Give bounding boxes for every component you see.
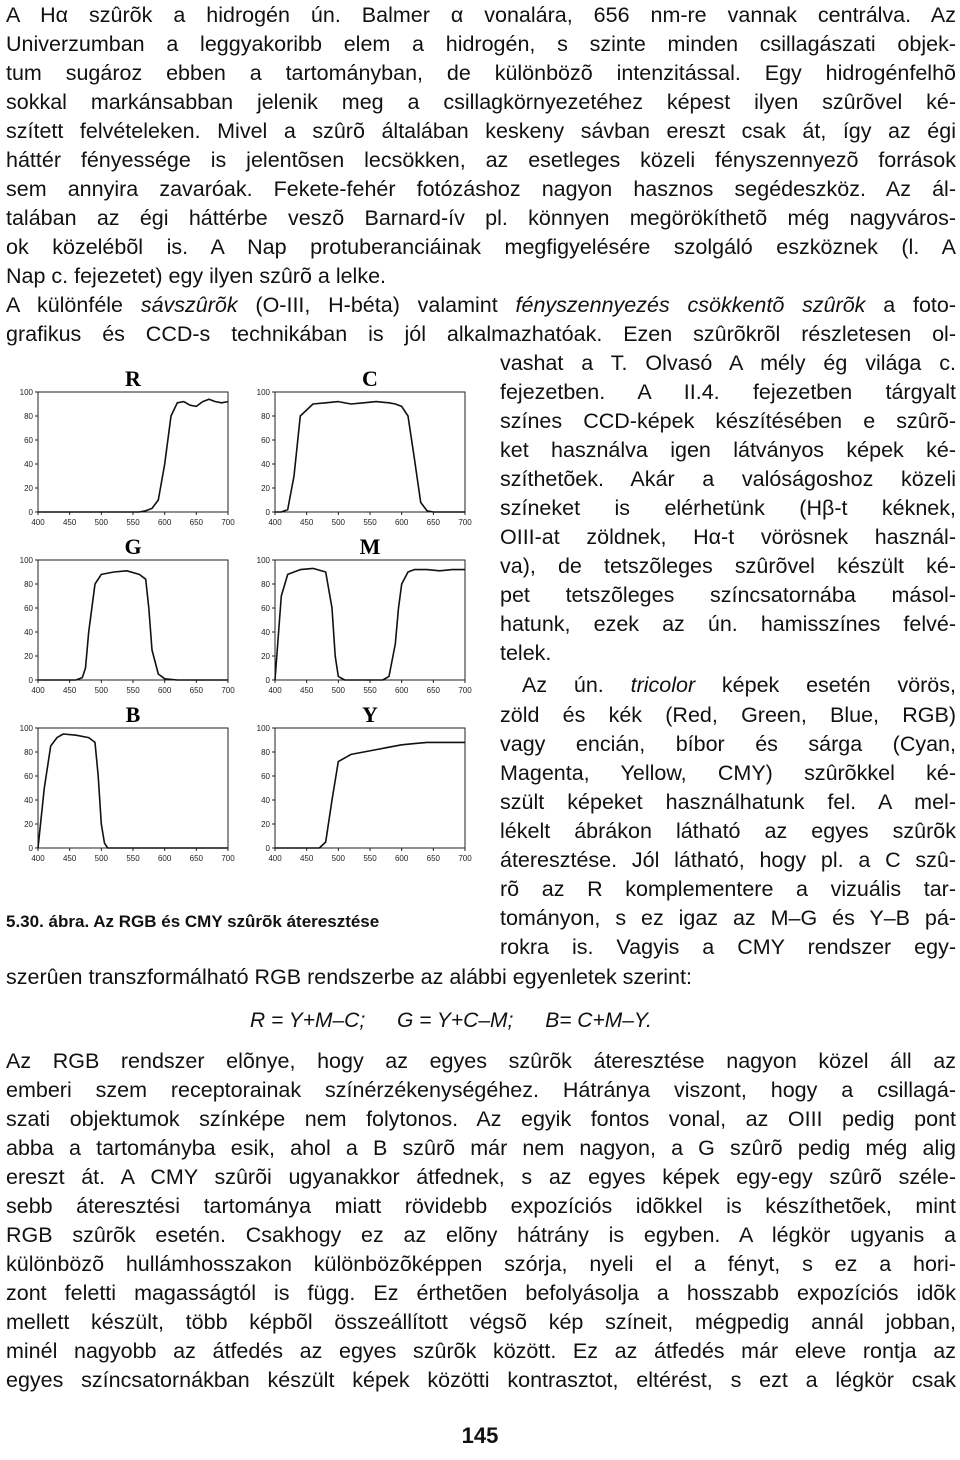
x-tick-label: 500	[331, 854, 346, 863]
transmission-curve-b	[38, 734, 228, 848]
formula-g: G = Y+C–M;	[397, 1009, 514, 1032]
panel-label-c: C	[362, 366, 378, 391]
y-tick-label: 40	[261, 628, 270, 637]
y-tick-label: 40	[261, 460, 270, 469]
text-line: Univerzumban a leggyakoribb elem a hidrogén, s szinte minden csillagászati objek-	[6, 32, 956, 56]
x-tick-label: 400	[268, 518, 282, 527]
text-line: ket használva igen látványos képek ké-	[500, 438, 956, 462]
y-tick-label: 40	[24, 628, 33, 637]
formula-b: B= C+M–Y.	[545, 1009, 652, 1032]
x-tick-label: 550	[363, 854, 377, 863]
chart-panel-y	[245, 702, 475, 883]
x-tick-label: 650	[426, 854, 441, 863]
y-tick-label: 20	[261, 820, 270, 829]
text-line: A Hα szûrõk a hidrogén ún. Balmer α vonalára, 656 nm-re vannak centrálva. Az	[6, 3, 956, 27]
page-number: 145	[461, 1423, 499, 1448]
text-line: vashat a T. Olvasó A mély ég világa c.	[500, 351, 956, 375]
x-tick-label: 600	[157, 518, 172, 527]
y-tick-label: 0	[265, 508, 270, 517]
text-line: különbözõ hullámhosszakon különbözõképpen szórja, nyeli el a fényt, s ez a hori-	[6, 1252, 956, 1276]
emphasis-tricolor: tricolor	[630, 673, 696, 697]
x-tick-label: 400	[268, 686, 282, 695]
y-tick-label: 100	[256, 556, 270, 565]
x-tick-label: 500	[331, 686, 346, 695]
chart-m	[245, 534, 475, 710]
x-tick-label: 400	[268, 854, 282, 863]
chart-panel-b	[8, 702, 238, 883]
y-tick-label: 60	[24, 604, 33, 613]
x-tick-label: 700	[221, 518, 235, 527]
x-tick-label: 550	[363, 686, 377, 695]
x-tick-label: 450	[299, 686, 314, 695]
y-tick-label: 80	[261, 580, 270, 589]
text-line: színes CCD-képek készítésében e szûrõ-	[500, 409, 956, 433]
y-tick-label: 80	[261, 412, 270, 421]
x-tick-label: 400	[31, 686, 45, 695]
text-line: talában az égi háttérbe veszõ Barnard-ív pl. könnyen megörökíthetõ még nagyváros-	[6, 206, 956, 230]
x-tick-label: 450	[62, 686, 77, 695]
transmission-curve-m	[275, 568, 465, 680]
y-tick-label: 0	[265, 844, 270, 853]
x-tick-label: 650	[189, 518, 204, 527]
x-tick-label: 450	[299, 854, 314, 863]
text-line: szült képeket használhatunk fel. A mel-	[500, 790, 956, 814]
text-line: abba a tartományba esik, ahol a B szûrõ már nem nagyon, a G szûrõ pedig még alig	[6, 1136, 956, 1160]
emphasis-sav-szurok: sávszûrõk	[140, 293, 238, 317]
x-tick-label: 450	[62, 854, 77, 863]
x-tick-label: 650	[426, 686, 441, 695]
chart-panel-c	[245, 366, 475, 547]
y-tick-label: 20	[261, 652, 270, 661]
text-line: ereszt át. A CMY szûrõi ugyanakkor átfednek, s az egyes képek egy-egy szûrõ széle-	[6, 1165, 956, 1189]
transmission-curve-y	[275, 742, 465, 848]
x-tick-label: 700	[458, 854, 472, 863]
transmission-curve-c	[275, 402, 465, 512]
text-line: sebb áteresztési tartománya miatt rövidebb expozíciós idõkkel is készíthetõek, mint	[6, 1194, 956, 1218]
x-tick-label: 550	[126, 518, 140, 527]
text-line: Nap c. fejezetet) egy ilyen szûrõ a lelke.	[6, 264, 387, 288]
text-line: Az RGB rendszer elõnye, hogy az egyes szûrõk áteresztése nagyon közel áll az	[6, 1049, 956, 1073]
text-line: egyes színcsatornákban készült képek közötti kontrasztot, eltérést, s ezt a légkör csak	[6, 1368, 956, 1392]
y-tick-label: 40	[261, 796, 270, 805]
text-line: szített felvételeken. Mivel a szûrõ általában keskeny sávban ereszt csak át, így az égi	[6, 119, 956, 143]
y-tick-label: 100	[19, 556, 33, 565]
y-tick-label: 20	[261, 484, 270, 493]
chart-c	[245, 366, 475, 542]
y-tick-label: 0	[28, 676, 33, 685]
y-tick-label: 40	[24, 796, 33, 805]
transmission-curve-g	[38, 571, 228, 680]
conversion-formula	[250, 1006, 770, 1036]
x-tick-label: 500	[331, 518, 346, 527]
x-tick-label: 600	[394, 686, 409, 695]
text-run: képek esetén vörös,	[695, 673, 956, 697]
text-line: szati objektumok színképe nem folytonos. Az egyik fontos vonal, az OIII pedig pont	[6, 1107, 956, 1131]
y-tick-label: 60	[261, 772, 270, 781]
plot-frame	[38, 560, 228, 680]
y-tick-label: 60	[24, 772, 33, 781]
y-tick-label: 40	[24, 460, 33, 469]
x-tick-label: 650	[189, 854, 204, 863]
x-tick-label: 700	[458, 518, 472, 527]
text-line: színeket is elérhetünk (Hβ-t kéknek,	[500, 496, 956, 520]
text-line: zöld és kék (Red, Green, Blue, RGB)	[500, 703, 956, 727]
text-line: hatunk, ezek az ún. hamisszínes felvé-	[500, 612, 956, 636]
y-tick-label: 100	[19, 388, 33, 397]
text-line: tományon, s ez igaz az M–G és Y–B pá-	[500, 906, 956, 930]
x-tick-label: 600	[394, 854, 409, 863]
y-tick-label: 100	[19, 724, 33, 733]
panel-label-m: M	[359, 534, 381, 559]
text-line: Magenta, Yellow, CMY) szûrõkkel ké-	[500, 761, 956, 785]
text-line: OIII-at zöldnek, Hα-t vörösnek használ-	[500, 525, 956, 549]
text-line: grafikus és CCD-s technikában is jól alkalmazhatóak. Ezen szûrõkrõl részletesen ol-	[6, 322, 956, 346]
chart-panel-r	[8, 366, 238, 547]
text-line: szíthetõek. Akár a valóságoshoz közeli	[500, 467, 956, 491]
text-run: A különféle	[6, 293, 141, 317]
text-line: fejezetben. A II.4. fejezetben tárgyalt	[500, 380, 956, 404]
text-line: rokra is. Vagyis a CMY rendszer egy-	[500, 935, 956, 959]
x-tick-label: 550	[126, 686, 140, 695]
text-line: lékelt ábrákon látható az egyes szûrõk	[500, 819, 956, 843]
x-tick-label: 600	[394, 518, 409, 527]
panel-label-g: G	[124, 534, 142, 559]
chart-panel-g	[8, 534, 238, 715]
x-tick-label: 450	[62, 518, 77, 527]
y-tick-label: 100	[256, 724, 270, 733]
x-tick-label: 600	[157, 854, 172, 863]
chart-b	[8, 702, 238, 878]
panel-label-b: B	[125, 702, 141, 727]
text-line: telek.	[500, 641, 552, 665]
figure-caption: 5.30. ábra. Az RGB és CMY szûrõk áteresztése	[6, 912, 380, 931]
text-line: rõ az R komplementere a vizuális tar-	[500, 877, 956, 901]
text-line: tum sugároz ebben a tartományban, de különbözõ intenzitással. Egy hidrogénfelhõ	[6, 61, 956, 85]
formula-r: R = Y+M–C;	[250, 1009, 366, 1032]
x-tick-label: 550	[363, 518, 377, 527]
text-line: RGB szûrõk esetén. Csakhogy ez az elõny hátrány is egyben. A légkör ugyanis a	[6, 1223, 956, 1247]
text-line	[6, 290, 956, 320]
y-tick-label: 20	[24, 820, 33, 829]
y-tick-label: 80	[24, 748, 33, 757]
y-tick-label: 60	[261, 604, 270, 613]
x-tick-label: 500	[94, 518, 109, 527]
x-tick-label: 650	[189, 686, 204, 695]
chart-y	[245, 702, 475, 878]
x-tick-label: 450	[299, 518, 314, 527]
y-tick-label: 0	[28, 508, 33, 517]
text-line: emberi szem receptorainak színérzékenységéhez. Hátránya viszont, hogy a csillagá-	[6, 1078, 956, 1102]
plot-frame	[38, 728, 228, 848]
text-line	[500, 670, 956, 700]
y-tick-label: 60	[261, 436, 270, 445]
chart-g	[8, 534, 238, 710]
y-tick-label: 60	[24, 436, 33, 445]
x-tick-label: 600	[157, 686, 172, 695]
chart-panel-m	[245, 534, 475, 715]
text-line: ok közelébõl is. A Nap protuberanciáinak megfigyelésére szolgáló eszköznek (l. A	[6, 235, 956, 259]
y-tick-label: 80	[24, 580, 33, 589]
y-tick-label: 80	[24, 412, 33, 421]
text-line: zont feletti magasságtól is függ. Ez érthetõen befolyásolja a hosszabb expozíciós idõk	[6, 1281, 956, 1305]
plot-frame	[38, 392, 228, 512]
y-tick-label: 0	[265, 676, 270, 685]
text-line: háttér fényessége is jelentõsen lecsökken, az esetleges közeli fényszennyezõ források	[6, 148, 956, 172]
x-tick-label: 500	[94, 686, 109, 695]
x-tick-label: 500	[94, 854, 109, 863]
y-tick-label: 100	[256, 388, 270, 397]
text-line: pet tetszõleges színcsatornába másol-	[500, 583, 956, 607]
y-tick-label: 0	[28, 844, 33, 853]
x-tick-label: 700	[458, 686, 472, 695]
y-tick-label: 80	[261, 748, 270, 757]
text-line: sokkal markánsabban jelenik meg a csillagkörnyezetéhez képest ilyen szûrõvel ké-	[6, 90, 956, 114]
y-tick-label: 20	[24, 652, 33, 661]
y-tick-label: 20	[24, 484, 33, 493]
text-line: va), de tetszõleges szûrõvel készült ké-	[500, 554, 956, 578]
panel-label-y: Y	[362, 702, 378, 727]
text-run: Az ún.	[522, 673, 631, 697]
transmission-curve-r	[38, 399, 228, 512]
x-tick-label: 550	[126, 854, 140, 863]
text-run: a foto-	[865, 293, 956, 317]
x-tick-label: 650	[426, 518, 441, 527]
text-line: áteresztése. Jól látható, hogy pl. a C szû-	[500, 848, 956, 872]
plot-frame	[275, 392, 465, 512]
text-line: minél nagyobb az átfedés az egyes szûrõk között. Ez az átfedés már eleve rontja az	[6, 1339, 956, 1363]
text-line: sem annyira zavaróak. Fekete-fehér fotózáshoz nagyon hasznos segédeszköz. Az ál-	[6, 177, 956, 201]
panel-label-r: R	[125, 366, 141, 391]
plot-frame	[275, 560, 465, 680]
text-line: mellett készült, több képbõl összeállított végsõ kép színeit, mégpedig annál jobban,	[6, 1310, 956, 1334]
x-tick-label: 400	[31, 854, 45, 863]
text-line: szerûen transzformálható RGB rendszerbe az alábbi egyenletek szerint:	[6, 965, 692, 989]
x-tick-label: 700	[221, 854, 235, 863]
chart-r	[8, 366, 238, 542]
x-tick-label: 700	[221, 686, 235, 695]
plot-frame	[275, 728, 465, 848]
text-line: vagy encián, bíbor és sárga (Cyan,	[500, 732, 956, 756]
x-tick-label: 400	[31, 518, 45, 527]
emphasis-fenyszennyezes-szurok: fényszennyezés csökkentõ szûrõk	[515, 293, 866, 317]
text-run: (O-III, H-béta) valamint	[237, 293, 516, 317]
